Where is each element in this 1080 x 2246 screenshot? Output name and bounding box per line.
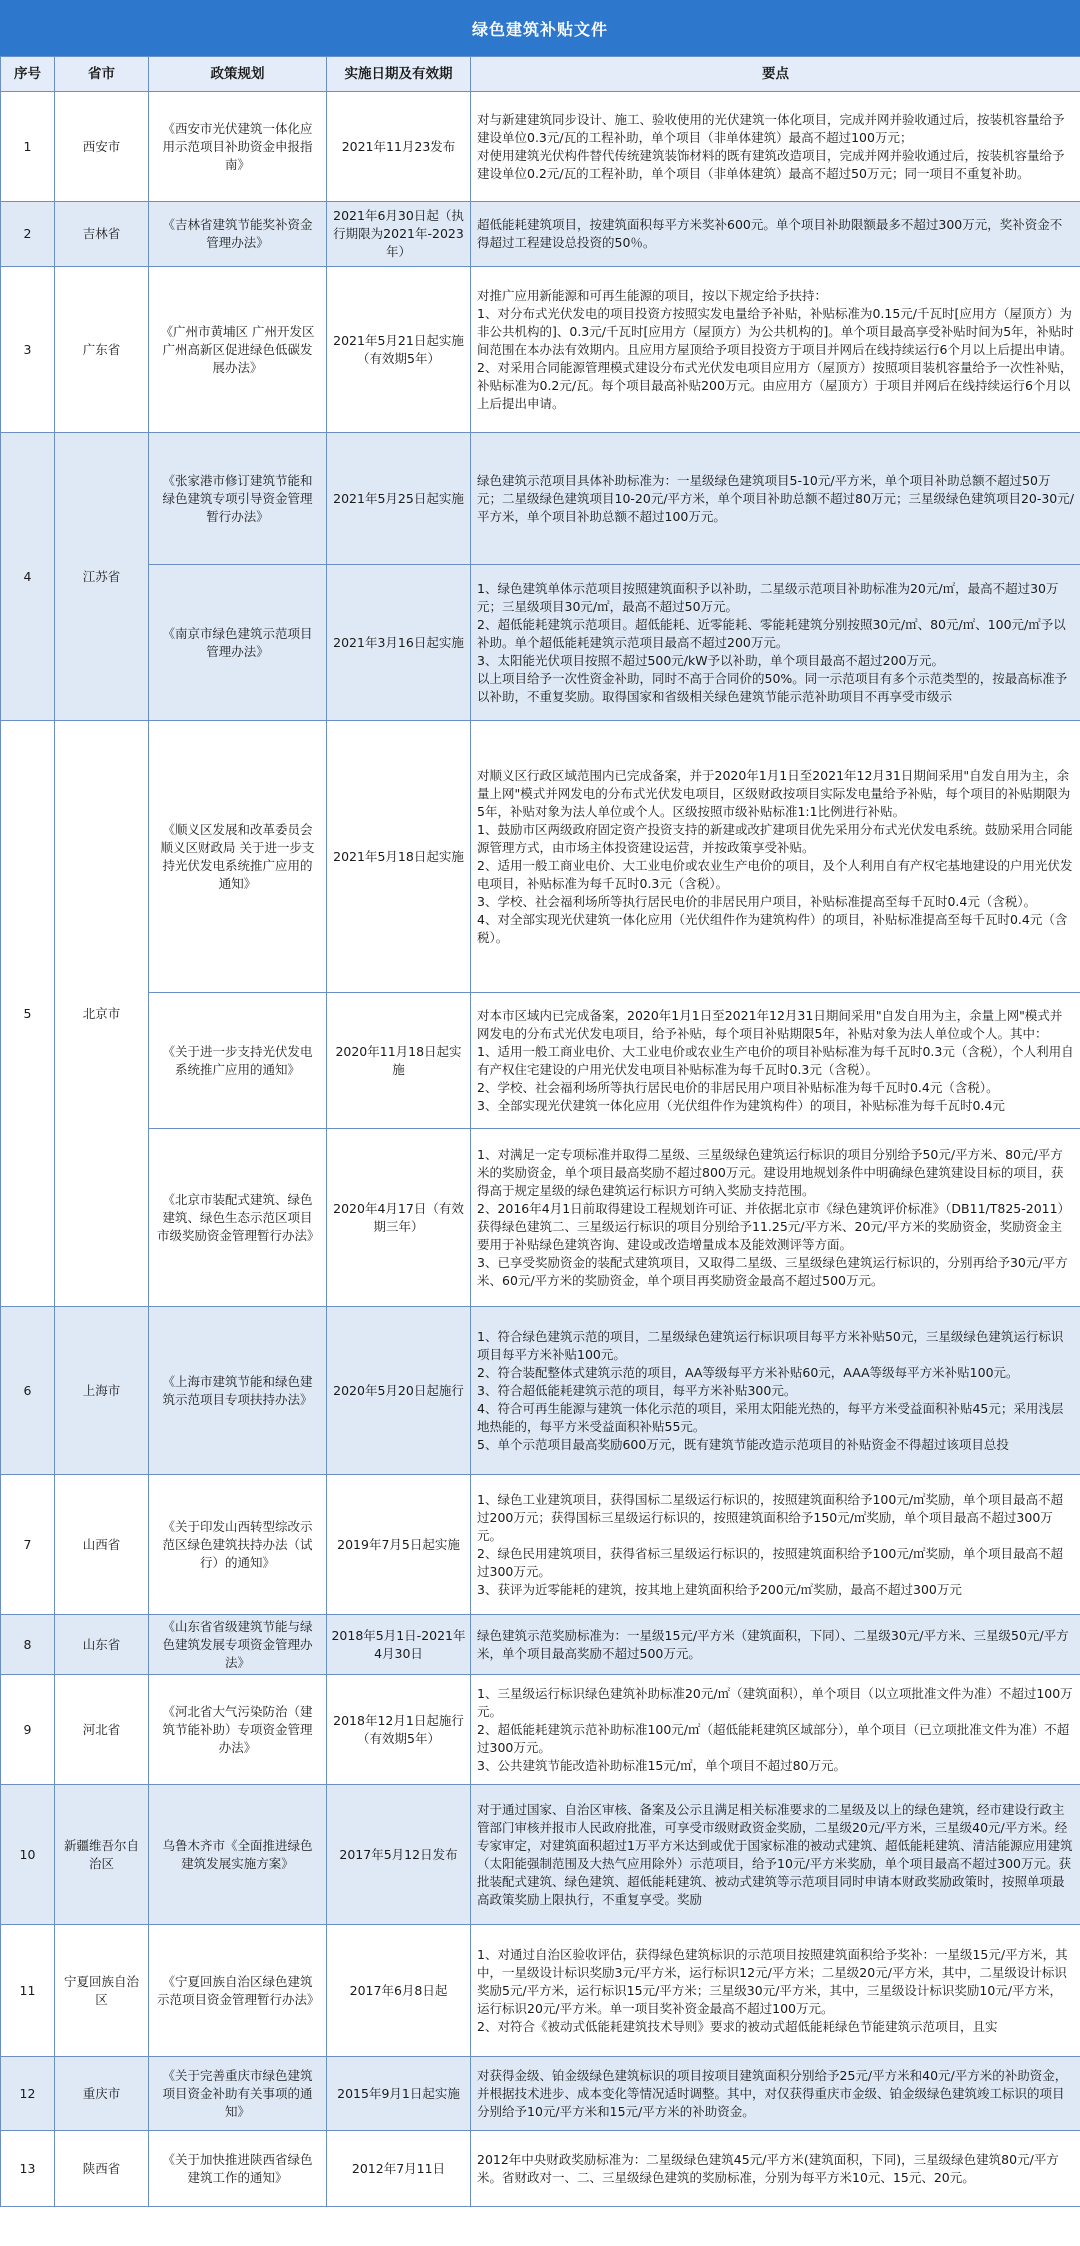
header-no: 序号: [1, 57, 55, 92]
row-date: 2018年5月1日-2021年4月30日: [327, 1615, 471, 1675]
key-points-text: 2012年中央财政奖励标准为：二星级绿色建筑45元/平方米(建筑面积，下同)，三星级绿色建筑80元/平方米。省财政对一、二、三星级绿色建筑的奖励标准，分别为每平方米10元、15元、20元。: [477, 2151, 1059, 2185]
key-points-text: 1、三星级运行标识绿色建筑补助标准20元/㎡（建筑面积），单个项目（以立项批准文件为准）不超过100万元。 2、超低能耗建筑示范补助标准100元/㎡（超低能耗建筑区域部分），单个项目（已立项批准文件为准）不超过300万元。 3、公共建筑节能改造补助标准15元/㎡，单个项目不超过80万元。: [477, 1685, 1073, 1773]
row-policy: 《顺义区发展和改革委员会 顺义区财政局 关于进一步支持光伏发电系统推广应用的通知》: [149, 721, 327, 993]
row-no: 8: [1, 1615, 55, 1675]
row-province: 山东省: [55, 1615, 149, 1675]
row-key-points: [471, 433, 1080, 565]
table-row: [1, 433, 1080, 565]
row-province: 广东省: [55, 267, 149, 433]
key-points-text: 对获得金级、铂金级绿色建筑标识的项目按项目建筑面积分别给予25元/平方米和40元/平方米的补助资金，并根据技术进步、成本变化等情况适时调整。其中，对仅获得重庆市金级、铂金级绿色建筑竣工标识的项目分别给予10元/平方米和15元/平方米的补助资金。: [477, 2067, 1068, 2119]
row-no: 9: [1, 1675, 55, 1785]
row-policy: 《上海市建筑节能和绿色建筑示范项目专项扶持办法》: [149, 1307, 327, 1475]
row-province: 宁夏回族自治区: [55, 1925, 149, 2057]
key-points-text: 绿色建筑示范项目具体补助标准为：一星级绿色建筑项目5-10元/平方米，单个项目补助总额不超过50万元；二星级绿色建筑项目10-20元/平方米，单个项目补助总额不超过80万元；三星级绿色建筑项目20-30元/平方米，单个项目补助总额不超过100万元。: [477, 472, 1074, 524]
table-row: [1, 1475, 1080, 1615]
row-key-points: [471, 1675, 1080, 1785]
row-policy: 《宁夏回族自治区绿色建筑示范项目资金管理暂行办法》: [149, 1925, 327, 2057]
row-key-points: [471, 1615, 1080, 1675]
row-policy: 《广州市黄埔区 广州开发区 广州高新区促进绿色低碳发展办法》: [149, 267, 327, 433]
row-policy: 《南京市绿色建筑示范项目管理办法》: [149, 565, 327, 721]
key-points-text: 超低能耗建筑项目，按建筑面积每平方米奖补600元。单个项目补助限额最多不超过300万元，奖补资金不得超过工程建设总投资的50％。: [477, 217, 1063, 250]
row-date: 2021年5月18日起实施: [327, 721, 471, 993]
key-points-text: 对推广应用新能源和可再生能源的项目，按以下规定给予扶持： 1、对分布式光伏发电的项目投资方按照实发电量给予补贴，补贴标准为0.15元/千瓦时[应用方（屋顶方）为非公共机构的]、0.3元/千瓦时[应用方（屋顶方）为公共机构的]。单个项目最高享受补贴时间为5年，补贴时间范围在本办法有效期内。且应用方屋顶给予项目投资方于项目并网后在线持续运行6个月以上后提出申请。 2、对采用合同能源管理模式建设分布式光伏发电项目应用方（屋顶方）按照项目装机容量给予一次性补贴，补贴标准为0.2元/瓦。每个项目最高补贴200万元。由应用方（屋顶方）于项目并网后在线持续运行6个月以上后提出申请。: [477, 287, 1074, 411]
row-policy: 乌鲁木齐市《全面推进绿色建筑发展实施方案》: [149, 1785, 327, 1925]
table-row: [1, 1925, 1080, 2057]
key-points-text: 1、绿色建筑单体示范项目按照建筑面积予以补助，二星级示范项目补助标准为20元/㎡，最高不超过30万元；三星级项目30元/㎡，最高不超过50万元。 2、超低能耗建筑示范项目。超低能耗、近零能耗、零能耗建筑分别按照30元/㎡、80元/㎡、100元/㎡予以补助。单个超低能耗建筑示范项目最高不超过200万元。 3、太阳能光伏项目按照不超过500元/kW予以补助，单个项目最高不超过200万元。 以上项目给予一次性资金补助，同时不高于合同价的50%。同一示范项目有多个示范类型的，按最高标准予以补助，不重复奖励。取得国家和省级相关绿色建筑节能示范补助项目不再享受市级示: [477, 580, 1068, 704]
table-row: [1, 267, 1080, 433]
table-row: [1, 721, 1080, 993]
row-no: 5: [1, 721, 55, 1307]
row-key-points: [471, 267, 1080, 433]
row-no: 1: [1, 92, 55, 202]
row-policy: 《关于印发山西转型综改示范区绿色建筑扶持办法（试行）的通知》: [149, 1475, 327, 1615]
key-points-text: 对本市区域内已完成备案，2020年1月1日至2021年12月31日期间采用"自发自用为主，余量上网"模式并网发电的分布式光伏发电项目，给予补贴，每个项目补贴期限5年，补贴对象为法人单位或个人。其中： 1、适用一般工商业电价、大工业电价或农业生产电价的项目补贴标准为每千瓦时0.3元（含税），个人利用自有产权住宅建设的户用光伏发电项目补贴标准为每千瓦时0.3元（含税）。 2、学校、社会福利场所等执行居民电价的非居民用户项目补贴标准为每千瓦时0.4元（含税）。 3、全部实现光伏建筑一体化应用（光伏组件作为建筑构件）的项目，补贴标准为每千瓦时0.4元: [477, 1007, 1074, 1113]
row-policy: 《河北省大气污染防治（建筑节能补助）专项资金管理办法》: [149, 1675, 327, 1785]
row-key-points: [471, 993, 1080, 1129]
row-province: 西安市: [55, 92, 149, 202]
row-no: 2: [1, 202, 55, 267]
row-policy: 《西安市光伏建筑一体化应用示范项目补助资金申报指南》: [149, 92, 327, 202]
row-key-points: [471, 2057, 1080, 2131]
header-policy: 政策规划: [149, 57, 327, 92]
table-row: [1, 993, 1080, 1129]
row-date: 2021年11月23发布: [327, 92, 471, 202]
row-province: 重庆市: [55, 2057, 149, 2131]
row-policy: 《吉林省建筑节能奖补资金管理办法》: [149, 202, 327, 267]
row-date: 2020年4月17日（有效期三年）: [327, 1129, 471, 1307]
table-row: [1, 1675, 1080, 1785]
table-header-row: [1, 57, 1080, 92]
row-date: 2020年11月18日起实施: [327, 993, 471, 1129]
subsidy-table: [0, 56, 1080, 2207]
row-key-points: [471, 92, 1080, 202]
row-province: 上海市: [55, 1307, 149, 1475]
row-no: 13: [1, 2131, 55, 2207]
row-key-points: [471, 1925, 1080, 2057]
row-no: 3: [1, 267, 55, 433]
table-row: [1, 202, 1080, 267]
row-date: 2015年9月1日起实施: [327, 2057, 471, 2131]
row-key-points: [471, 202, 1080, 267]
table-row: [1, 92, 1080, 202]
table-row: [1, 2057, 1080, 2131]
row-key-points: [471, 2131, 1080, 2207]
table-row: [1, 1129, 1080, 1307]
table-row: [1, 565, 1080, 721]
table-row: [1, 2131, 1080, 2207]
row-date: 2021年3月16日起实施: [327, 565, 471, 721]
row-no: 6: [1, 1307, 55, 1475]
row-policy: 《张家港市修订建筑节能和绿色建筑专项引导资金管理暂行办法》: [149, 433, 327, 565]
row-policy: 《山东省省级建筑节能与绿色建筑发展专项资金管理办法》: [149, 1615, 327, 1675]
row-province: 新疆维吾尔自治区: [55, 1785, 149, 1925]
row-province: 河北省: [55, 1675, 149, 1785]
row-province: 陕西省: [55, 2131, 149, 2207]
key-points-text: 1、符合绿色建筑示范的项目，二星级绿色建筑运行标识项目每平方米补贴50元，三星级绿色建筑运行标识项目每平方米补贴100元。 2、符合装配整体式建筑示范的项目，AA等级每平方米补贴60元，AAA等级每平方米补贴100元。 3、符合超低能耗建筑示范的项目，每平方米补贴300元。 4、符合可再生能源与建筑一体化示范的项目，采用太阳能光热的，每平方米受益面积补贴45元；采用浅层地热能的，每平方米受益面积补贴55元。 5、单个示范项目最高奖励600万元，既有建筑节能改造示范项目的补贴资金不得超过该项目总投: [477, 1328, 1064, 1452]
row-date: 2018年12月1日起施行（有效期5年）: [327, 1675, 471, 1785]
row-date: 2017年6月8日起: [327, 1925, 471, 2057]
row-province: 山西省: [55, 1475, 149, 1615]
row-date: 2021年5月25日起实施: [327, 433, 471, 565]
key-points-text: 1、绿色工业建筑项目，获得国标二星级运行标识的，按照建筑面积给予100元/㎡奖励，单个项目最高不超过200万元；获得国标三星级运行标识的，按照建筑面积给予150元/㎡奖励，单个项目最高不超过300万元。 2、绿色民用建筑项目，获得省标三星级运行标识的，按照建筑面积给予100元/㎡奖励，单个项目最高不超过300万元。 3、获评为近零能耗的建筑，按其地上建筑面积给予200元/㎡奖励，最高不超过300万元: [477, 1491, 1064, 1597]
key-points-text: 对与新建建筑同步设计、施工、验收使用的光伏建筑一体化项目，完成并网并验收通过后，按装机容量给予建设单位0.3元/瓦的工程补助，单个项目（非单体建筑）最高不超过100万元； 对使用建筑光伏构件替代传统建筑装饰材料的既有建筑改造项目，完成并网并验收通过后，按装机容量给予建设单位0.2元/瓦的工程补助，单个项目（非单体建筑）最高不超过50万元；同一项目不重复补助。: [477, 111, 1065, 181]
header-key-points: 要点: [471, 57, 1080, 92]
row-date: 2019年7月5日起实施: [327, 1475, 471, 1615]
row-no: 7: [1, 1475, 55, 1615]
row-date: 2021年5月21日起实施（有效期5年）: [327, 267, 471, 433]
row-no: 12: [1, 2057, 55, 2131]
row-policy: 《北京市装配式建筑、绿色建筑、绿色生态示范区项目市级奖励资金管理暂行办法》: [149, 1129, 327, 1307]
table-row: [1, 1307, 1080, 1475]
row-no: 4: [1, 433, 55, 721]
document-title: 绿色建筑补贴文件: [0, 0, 1080, 56]
key-points-text: 对于通过国家、自治区审核、备案及公示且满足相关标准要求的二星级及以上的绿色建筑，经市建设行政主管部门审核并报市人民政府批准，可享受市级财政资金奖励，二星级20元/平方米，三星级40元/平方米。经专家审定，对建筑面积超过1万平方米达到或优于国家标准的被动式建筑、超低能耗建筑、清洁能源应用建筑（太阳能强制范围及大热气应用除外）示范项目，给予10元/平方米奖励，单个项目最高不超过300万元。获批装配式建筑、绿色建筑、超低能耗建筑、被动式建筑等示范项目同时申请本财政奖励政策时，按照单项最高政策奖励上限执行，不重复享受。奖励: [477, 1801, 1073, 1907]
header-date: 实施日期及有效期: [327, 57, 471, 92]
row-no: 11: [1, 1925, 55, 2057]
key-points-text: 对顺义区行政区域范围内已完成备案，并于2020年1月1日至2021年12月31日期间采用"自发自用为主，余量上网"模式并网发电的分布式光伏发电项目，区级财政按项目实际发电量给予补贴，每个项目的补贴期限为5年，补贴对象为法人单位或个人。区级按照市级补贴标准1:1比例进行补贴。 1、鼓励市区两级政府固定资产投资支持的新建或改扩建项目优先采用分布式光伏发电系统。鼓励采用合同能源管理方式，由市场主体投资建设运营，并按政策享受补贴。 2、适用一般工商业电价、大工业电价或农业生产电价的项目，及个人利用自有产权宅基地建设的户用光伏发电项目，补贴标准为每千瓦时0.3元（含税）。 3、学校、社会福利场所等执行居民电价的非居民用户项目，补贴标准提高至每千瓦时0.4元（含税）。 4、对全部实现光伏建筑一体化应用（光伏组件作为建筑构件）的项目，补贴标准提高至每千瓦时0.4元（含税）。: [477, 767, 1073, 945]
table-row: [1, 1785, 1080, 1925]
key-points-text: 绿色建筑示范奖励标准为：一星级15元/平方米（建筑面积，下同）、二星级30元/平方米、三星级50元/平方米，单个项目最高奖励不超过500万元。: [477, 1627, 1069, 1661]
row-no: 10: [1, 1785, 55, 1925]
row-policy: 《关于加快推进陕西省绿色建筑工作的通知》: [149, 2131, 327, 2207]
key-points-text: 1、对通过自治区验收评估，获得绿色建筑标识的示范项目按照建筑面积给予奖补：一星级15元/平方米，其中，一星级设计标识奖励3元/平方米，运行标识12元/平方米；二星级20元/平方米，其中，二星级设计标识奖励5元/平方米，运行标识15元/平方米；三星级30元/平方米，其中，三星级设计标识奖励10元/平方米，运行标识20元/平方米。单一项目奖补资金最高不超过100万元。 2、对符合《被动式低能耗建筑技术导则》要求的被动式超低能耗绿色节能建筑示范项目，且实: [477, 1946, 1068, 2034]
row-province: 江苏省: [55, 433, 149, 721]
row-key-points: [471, 1307, 1080, 1475]
row-key-points: [471, 1475, 1080, 1615]
header-province: 省市: [55, 57, 149, 92]
row-policy: 《关于进一步支持光伏发电系统推广应用的通知》: [149, 993, 327, 1129]
key-points-text: 1、对满足一定专项标准并取得二星级、三星级绿色建筑运行标识的项目分别给予50元/平方米、80元/平方米的奖励资金，单个项目最高奖励不超过800万元。建设用地规划条件中明确绿色建筑建设目标的项目，获得高于规定星级的绿色建筑运行标识方可纳入奖励支持范围。 2、2016年4月1日前取得建设工程规划许可证、并依据北京市《绿色建筑评价标准》（DB11/T825-2011）获得绿色建筑二、三星级运行标识的项目分别给予11.25元/平方米、20元/平方米的奖励资金，奖励资金主要用于补贴绿色建筑咨询、建设或改造增量成本及能效测评等方面。 3、已享受奖励资金的装配式建筑项目，又取得二星级、三星级绿色建筑运行标识的，分别再给予30元/平方米、60元/平方米的奖励资金，单个项目再奖励资金最高不超过500万元。: [477, 1146, 1071, 1288]
row-date: 2020年5月20日起施行: [327, 1307, 471, 1475]
row-province: 北京市: [55, 721, 149, 1307]
row-province: 吉林省: [55, 202, 149, 267]
row-key-points: [471, 721, 1080, 993]
row-date: 2021年6月30日起（执行期限为2021年-2023年）: [327, 202, 471, 267]
row-key-points: [471, 1785, 1080, 1925]
table-row: [1, 1615, 1080, 1675]
row-key-points: [471, 1129, 1080, 1307]
row-date: 2012年7月11日: [327, 2131, 471, 2207]
row-policy: 《关于完善重庆市绿色建筑项目资金补助有关事项的通知》: [149, 2057, 327, 2131]
row-key-points: [471, 565, 1080, 721]
row-date: 2017年5月12日发布: [327, 1785, 471, 1925]
